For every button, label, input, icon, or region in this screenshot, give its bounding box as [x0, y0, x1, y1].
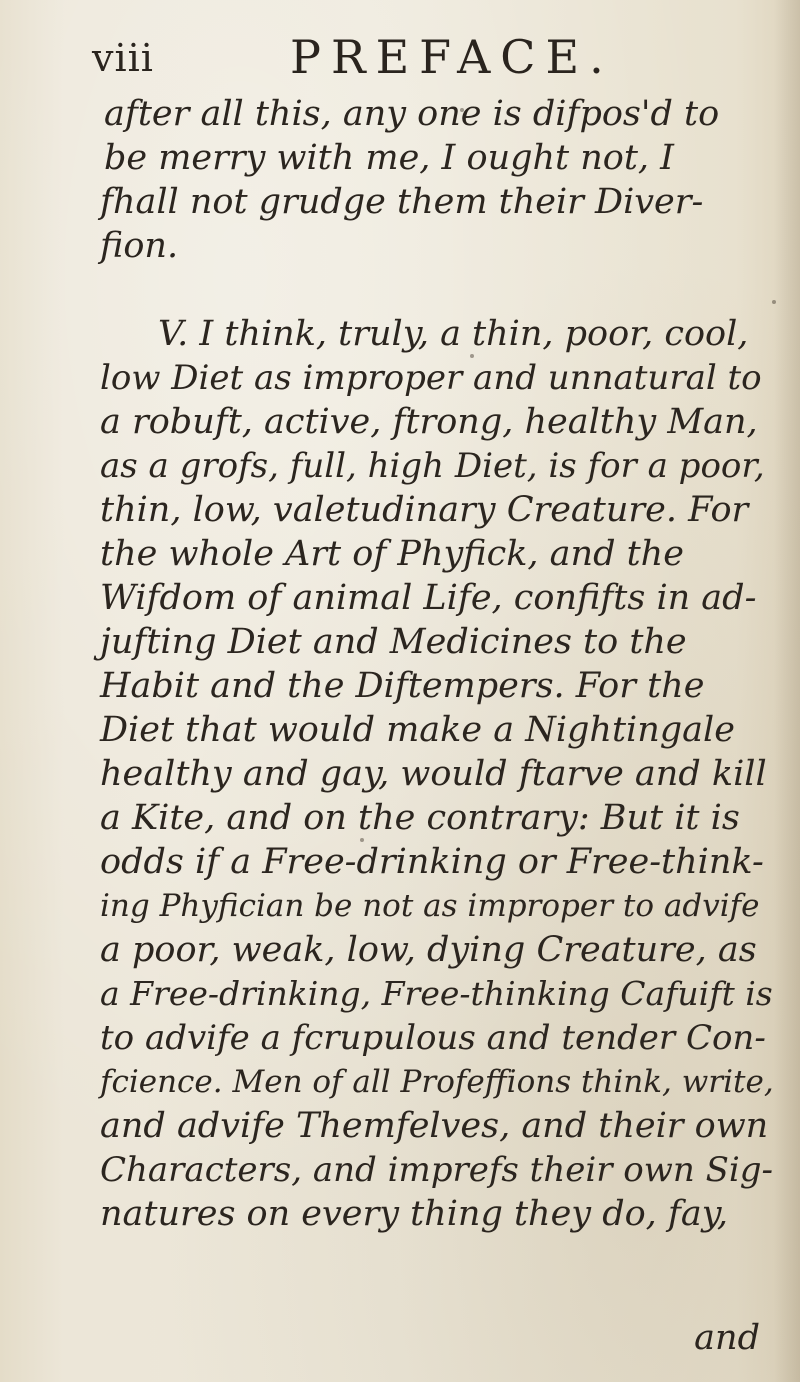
page-header	[92, 22, 732, 82]
paragraph-continued	[100, 92, 790, 268]
text-line: a Free-drinking, Free-thinking Cafuift is	[100, 974, 773, 1013]
text-line: to advife a fcrupulous and tender Con-	[100, 1018, 766, 1058]
text-line: thin, low, valetudinary Creature. For	[100, 490, 749, 530]
text-line: Habit and the Diftempers. For the	[100, 666, 705, 706]
text-line: natures on every thing they do, fay,	[100, 1194, 729, 1234]
paragraph-v	[100, 312, 790, 1236]
text-line: Characters, and imprefs their own Sig-	[100, 1150, 773, 1190]
text-line: fcience. Men of all Profeffions think, write,	[100, 1064, 774, 1100]
text-line: as a grofs, full, high Diet, is for a poor,	[100, 446, 765, 486]
text-line: Diet that would make a Nightingale	[100, 710, 735, 750]
text-line: jufting Diet and Medicines to the	[100, 622, 687, 662]
text-line: fhall not grudge them their Diver-	[100, 182, 704, 222]
text-line: and advife Themfelves, and their own	[100, 1106, 769, 1146]
page-number: viii	[92, 36, 154, 80]
body-text	[100, 92, 790, 1236]
text-line: odds if a Free-drinking or Free-think-	[100, 842, 764, 882]
text-line: a robuft, active, ftrong, healthy Man,	[100, 402, 758, 442]
text-line: low Diet as improper and unnatural to	[100, 358, 762, 398]
text-line: V. I think, truly, a thin, poor, cool,	[158, 314, 749, 354]
text-line: fion.	[100, 226, 179, 266]
text-line: a poor, weak, low, dying Creature, as	[100, 930, 757, 970]
text-line: healthy and gay, would ftarve and kill	[100, 754, 767, 794]
text-line: after all this, any one is difpos'd to	[104, 94, 720, 134]
text-line: the whole Art of Phyfick, and the	[100, 534, 684, 574]
catchword: and	[694, 1318, 760, 1358]
text-line: ing Phyfician be not as improper to advife	[100, 888, 760, 924]
text-line: Wifdom of animal Life, confifts in ad-	[100, 578, 757, 618]
text-line: be merry with me, I ought not, I	[104, 138, 674, 178]
running-head: PREFACE.	[290, 30, 614, 84]
text-line: a Kite, and on the contrary: But it is	[100, 798, 740, 838]
